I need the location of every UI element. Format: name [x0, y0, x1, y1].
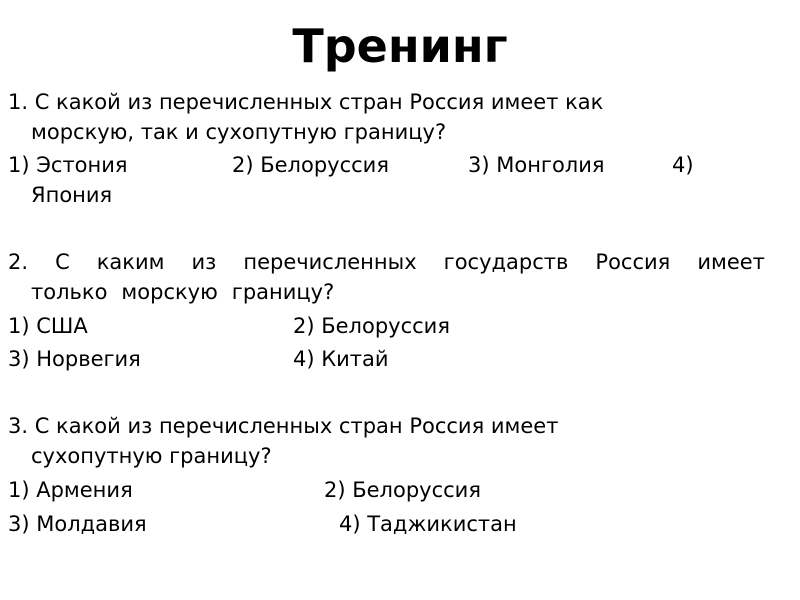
- question-3-option-1: 1) Армения: [8, 478, 133, 502]
- question-2-word: имеет: [697, 250, 765, 274]
- question-2-text-continued: [31, 277, 334, 307]
- question-2-word: каким: [96, 250, 165, 274]
- question-2-word: С: [55, 250, 70, 274]
- question-2-word: перечисленных: [243, 250, 417, 274]
- question-2-word: Россия: [595, 250, 671, 274]
- question-3-option-2: 2) Белоруссия: [324, 478, 481, 502]
- question-2-word: границу?: [231, 280, 335, 304]
- question-2-word: 2.: [8, 250, 29, 274]
- question-1-option-1: 1) Эстония: [8, 153, 128, 177]
- question-2-option-4: 4) Китай: [293, 347, 389, 371]
- question-3-option-3: 3) Молдавия: [8, 512, 147, 536]
- question-2-text: [8, 247, 765, 277]
- question-2-word: только: [31, 280, 108, 304]
- question-2-option-1: 1) США: [8, 314, 88, 338]
- question-1-option-4-continued: Япония: [31, 183, 113, 207]
- question-1-text: 1. С какой из перечисленных стран Россия имеет как: [8, 90, 604, 114]
- question-1-option-4: 4): [672, 153, 694, 177]
- question-2-word: государств: [443, 250, 569, 274]
- question-2-option-2: 2) Белоруссия: [293, 314, 450, 338]
- question-2-word: морскую: [121, 280, 218, 304]
- question-1-option-2: 2) Белоруссия: [232, 153, 389, 177]
- slide-title: Тренинг: [292, 19, 508, 73]
- question-2-word: из: [191, 250, 217, 274]
- question-3-text-continued: сухопутную границу?: [31, 444, 272, 468]
- question-3-option-4: 4) Таджикистан: [339, 512, 517, 536]
- question-3-text: 3. С какой из перечисленных стран Россия имеет: [8, 414, 559, 438]
- question-1-option-3: 3) Монголия: [468, 153, 605, 177]
- question-1-text-continued: морскую, так и сухопутную границу?: [31, 120, 447, 144]
- question-2-option-3: 3) Норвегия: [8, 347, 141, 371]
